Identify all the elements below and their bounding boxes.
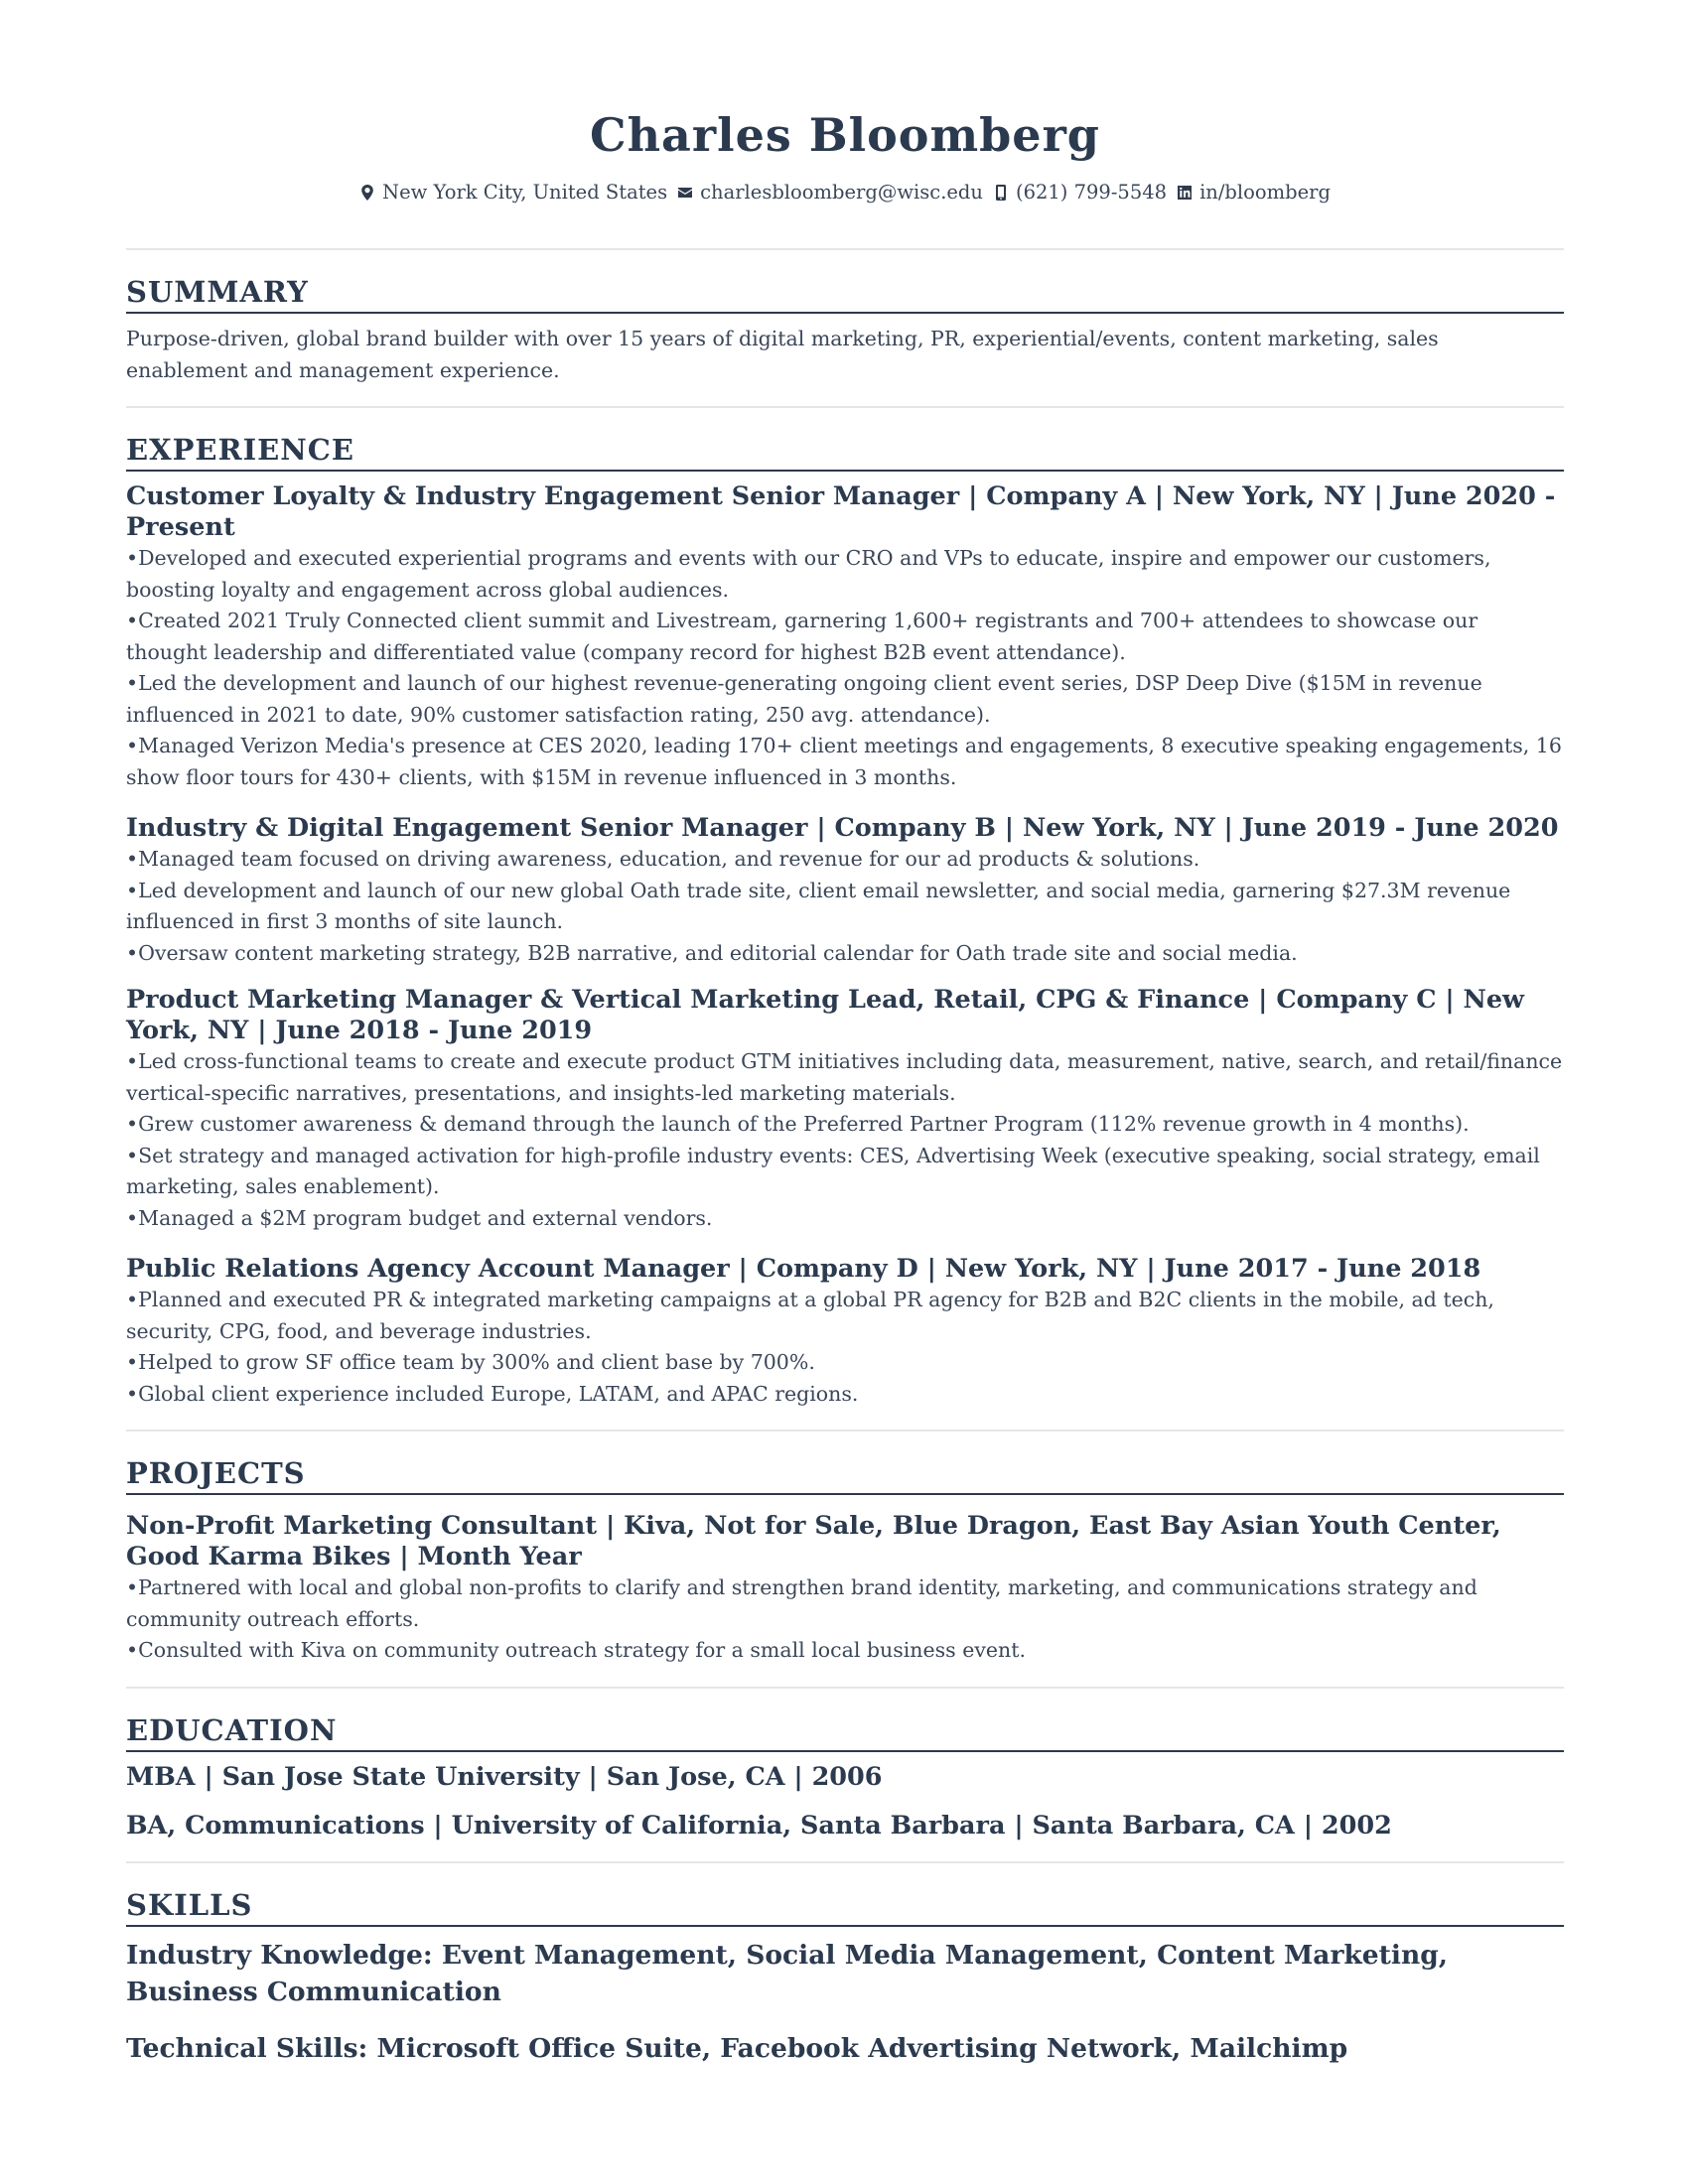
job-heading: Industry & Digital Engagement Senior Manager | Company B | New York, NY | June 2019 - June 2020 <box>126 813 1559 843</box>
job-bullet: • Global client experience included Europe, LATAM, and APAC regions. <box>126 1379 1564 1411</box>
linkedin-text[interactable]: in/bloomberg <box>1199 181 1331 204</box>
job-bullet: • Helped to grow SF office team by 300% and client base by 700%. <box>126 1347 1564 1379</box>
summary-heading: SUMMARY <box>126 274 1564 314</box>
experience-heading: EXPERIENCE <box>126 432 1564 472</box>
job-bullets <box>126 1285 1564 1410</box>
education-heading: EDUCATION <box>126 1712 1564 1752</box>
resume-page <box>126 0 1564 2067</box>
job-bullet: • Led development and launch of our new global Oath trade site, client email newsletter, and social media, garnering $27.3M revenue influenced in first 3 months of site launch. <box>126 876 1564 938</box>
phone-text[interactable]: (621) 799-5548 <box>1015 181 1168 204</box>
education-entry: BA, Communications | University of California, Santa Barbara | Santa Barbara, CA | 2002 <box>126 1810 1392 1841</box>
job-heading: Customer Loyalty & Industry Engagement Senior Manager | Company A | New York, NY | June 2020 - Present <box>126 481 1556 542</box>
job-bullet: • Developed and executed experiential programs and events with our CRO and VPs to educate, inspire and empower our customers, boosting loyalty and engagement across global audiences. <box>126 543 1564 606</box>
project-bullets <box>126 1572 1564 1667</box>
skills-entry: Industry Knowledge: Event Management, Social Media Management, Content Marketing, Business Communication <box>126 1939 1448 2007</box>
job-bullets <box>126 844 1564 969</box>
job-bullet: • Oversaw content marketing strategy, B2B narrative, and editorial calendar for Oath trade site and social media. <box>126 938 1564 970</box>
job-bullet: • Led the development and launch of our highest revenue-generating ongoing client event series, DSP Deep Dive ($15M in revenue influenced in 2021 to date, 90% customer satisfaction rating, 250 avg. attendance). <box>126 668 1564 731</box>
skills-list <box>126 1937 1564 2067</box>
education-list <box>126 1762 1564 1842</box>
education-section <box>126 1712 1564 1842</box>
divider <box>126 1430 1564 1432</box>
skills-heading: SKILLS <box>126 1887 1564 1927</box>
envelope-icon <box>677 185 693 201</box>
education-entry: MBA | San Jose State University | San Jose, CA | 2006 <box>126 1761 883 1792</box>
divider <box>126 1687 1564 1689</box>
job-bullet: • Managed team focused on driving awareness, education, and revenue for our ad products & solutions. <box>126 844 1564 876</box>
resume-header <box>126 0 1564 205</box>
contact-email[interactable] <box>677 181 983 205</box>
summary-text: Purpose-driven, global brand builder with over 15 years of digital marketing, PR, experiential/events, content marketing, sales enablement and management experience. <box>126 327 1439 382</box>
project-entry <box>126 1511 1564 1667</box>
job-bullet: • Grew customer awareness & demand through the launch of the Preferred Partner Program (112% revenue growth in 4 months). <box>126 1109 1564 1141</box>
job-bullets <box>126 543 1564 793</box>
contact-location <box>359 181 667 205</box>
divider <box>126 406 1564 408</box>
job-entry <box>126 481 1564 793</box>
project-bullet: • Partnered with local and global non-profits to clarify and strengthen brand identity, marketing, and communications strategy and community outreach efforts. <box>126 1572 1564 1635</box>
divider <box>126 1861 1564 1863</box>
job-entry <box>126 1254 1564 1410</box>
job-bullet: • Created 2021 Truly Connected client summit and Livestream, garnering 1,600+ registrants and 700+ attendees to showcase our thought leadership and differentiated value (company record for highest B2B event attendance). <box>126 606 1564 668</box>
divider <box>126 248 1564 250</box>
job-heading: Public Relations Agency Account Manager | Company D | New York, NY | June 2017 - June 2018 <box>126 1254 1481 1284</box>
job-bullet: • Set strategy and managed activation for high-profile industry events: CES, Advertising Week (executive speaking, social strategy, email marketing, sales enablement). <box>126 1141 1564 1203</box>
job-bullet: • Managed a $2M program budget and external vendors. <box>126 1203 1564 1235</box>
location-text: New York City, United States <box>382 181 668 204</box>
candidate-name: Charles Bloomberg <box>590 108 1100 162</box>
job-entry <box>126 985 1564 1234</box>
experience-section <box>126 432 1564 1410</box>
job-heading: Product Marketing Manager & Vertical Marketing Lead, Retail, CPG & Finance | Company C | New York, NY | June 2018 - June 2019 <box>126 985 1525 1045</box>
project-heading: Non-Profit Marketing Consultant | Kiva, Not for Sale, Blue Dragon, East Bay Asian Youth Center, Good Karma Bikes | Month Year <box>126 1511 1501 1571</box>
linkedin-icon <box>1177 185 1193 201</box>
job-bullets <box>126 1046 1564 1234</box>
experience-list <box>126 481 1564 1410</box>
job-bullet: • Managed Verizon Media's presence at CES 2020, leading 170+ client meetings and engagements, 8 executive speaking engagements, 16 show floor tours for 430+ clients, with $15M in revenue influenced in 3 months. <box>126 731 1564 793</box>
contact-bar <box>126 181 1564 205</box>
contact-phone[interactable] <box>993 181 1167 205</box>
projects-heading: PROJECTS <box>126 1455 1564 1495</box>
mobile-phone-icon <box>993 185 1009 201</box>
contact-linkedin[interactable] <box>1177 181 1331 205</box>
job-bullet: • Led cross-functional teams to create and execute product GTM initiatives including data, measurement, native, search, and retail/finance vertical-specific narratives, presentations, and insights-led marketing materials. <box>126 1046 1564 1109</box>
job-entry <box>126 813 1564 969</box>
skills-section <box>126 1887 1564 2067</box>
projects-section <box>126 1455 1564 1667</box>
location-pin-icon <box>359 185 375 201</box>
job-bullet: • Planned and executed PR & integrated marketing campaigns at a global PR agency for B2B and B2C clients in the mobile, ad tech, security, CPG, food, and beverage industries. <box>126 1285 1564 1347</box>
project-bullet: • Consulted with Kiva on community outreach strategy for a small local business event. <box>126 1635 1564 1667</box>
email-text[interactable]: charlesbloomberg@wisc.edu <box>700 181 983 204</box>
summary-section <box>126 274 1564 386</box>
skills-entry: Technical Skills: Microsoft Office Suite, Facebook Advertising Network, Mailchimp <box>126 2032 1348 2064</box>
